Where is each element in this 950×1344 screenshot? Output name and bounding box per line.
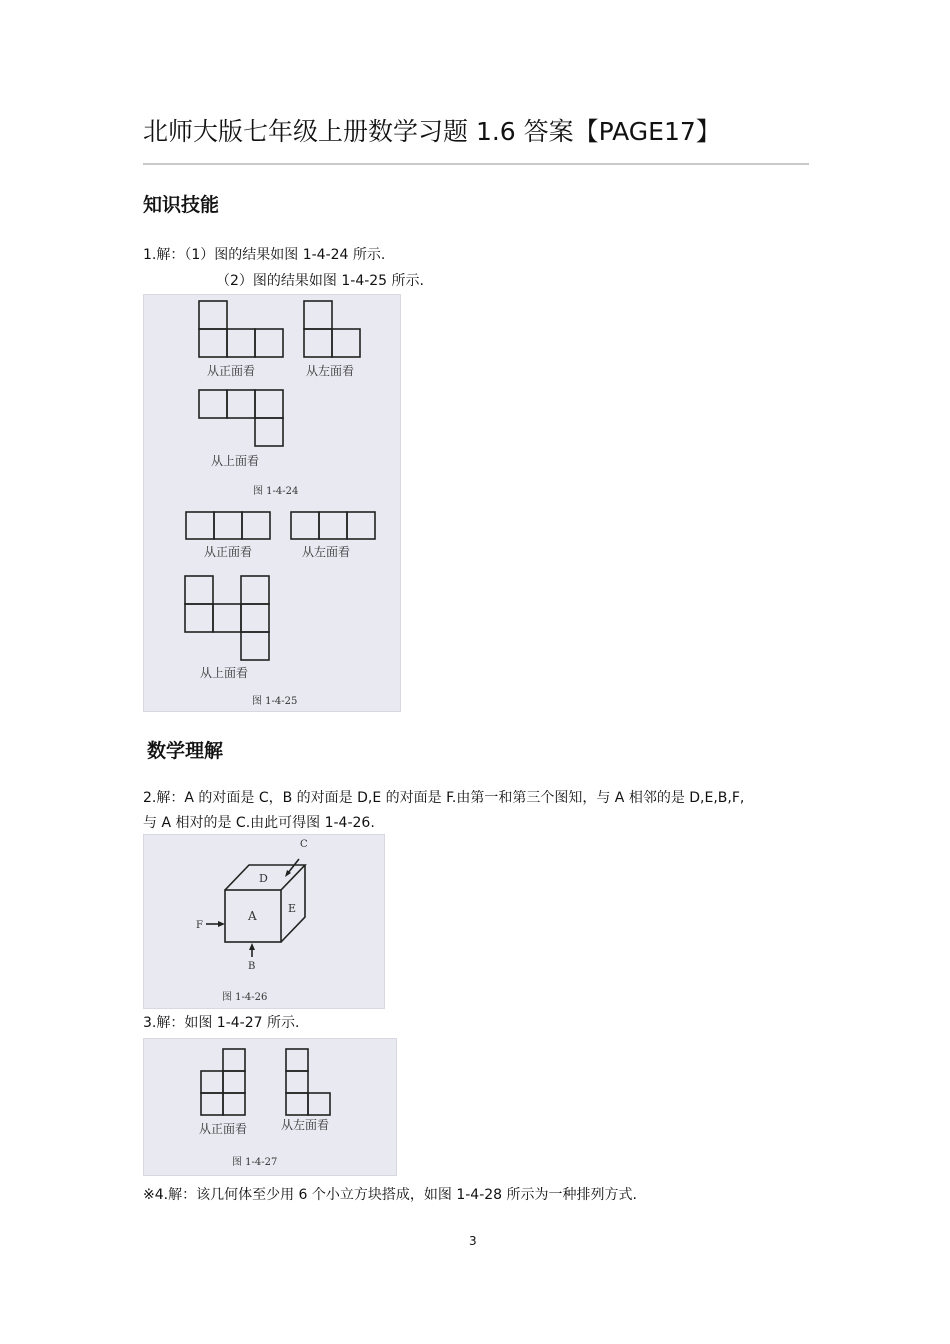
cube-face-e: E bbox=[288, 902, 297, 915]
page-title: 北师大版七年级上册数学习题 1.6 答案【PAGE17】 bbox=[143, 117, 721, 146]
figure-1-4-27 bbox=[143, 1038, 397, 1176]
left-view-label-24: 从左面看 bbox=[306, 364, 355, 378]
figure-1-4-24-25 bbox=[143, 294, 401, 712]
left-view-label-27: 从左面看 bbox=[281, 1118, 330, 1132]
section-heading-skills: 知识技能 bbox=[143, 194, 220, 216]
page-number: 3 bbox=[469, 1234, 477, 1248]
answer-3: 3.解：如图 1-4-27 所示. bbox=[143, 1015, 300, 1031]
cube-face-d: D bbox=[259, 872, 268, 885]
section-heading-understanding: 数学理解 bbox=[147, 740, 224, 762]
front-view-label-24: 从正面看 bbox=[207, 364, 256, 378]
caption-1-4-26: 图 1-4-26 bbox=[222, 992, 268, 1003]
left-view-label-25: 从左面看 bbox=[302, 545, 351, 559]
answer-2-line-1: 2.解：A 的对面是 C，B 的对面是 D,E 的对面是 F.由第一和第三个图知，与 A 相邻的是 D,E,B,F, bbox=[143, 790, 745, 806]
front-view-label-25: 从正面看 bbox=[204, 545, 253, 559]
caption-1-4-27: 图 1-4-27 bbox=[232, 1157, 278, 1168]
answer-1-line-2: （2）图的结果如图 1-4-25 所示. bbox=[216, 273, 424, 289]
answer-4: ※4.解：该几何体至少用 6 个小立方块搭成，如图 1-4-28 所示为一种排列方式. bbox=[143, 1187, 637, 1203]
top-view-label-25: 从上面看 bbox=[200, 666, 249, 680]
figure-1-4-26 bbox=[143, 834, 385, 1009]
cube-arrow-b-label: B bbox=[248, 961, 256, 972]
cube-arrow-c-label: C bbox=[300, 839, 308, 850]
caption-1-4-25: 图 1-4-25 bbox=[252, 696, 298, 707]
caption-1-4-24: 图 1-4-24 bbox=[253, 486, 299, 497]
title-divider bbox=[143, 163, 809, 165]
answer-2-line-2: 与 A 相对的是 C.由此可得图 1-4-26. bbox=[143, 815, 375, 831]
cube-face-a: A bbox=[248, 909, 257, 923]
cube-arrow-f-label: F bbox=[196, 920, 203, 931]
answer-1-line-1: 1.解：（1）图的结果如图 1-4-24 所示. bbox=[143, 247, 386, 263]
front-view-label-27: 从正面看 bbox=[199, 1122, 248, 1136]
top-view-label-24: 从上面看 bbox=[211, 454, 260, 468]
